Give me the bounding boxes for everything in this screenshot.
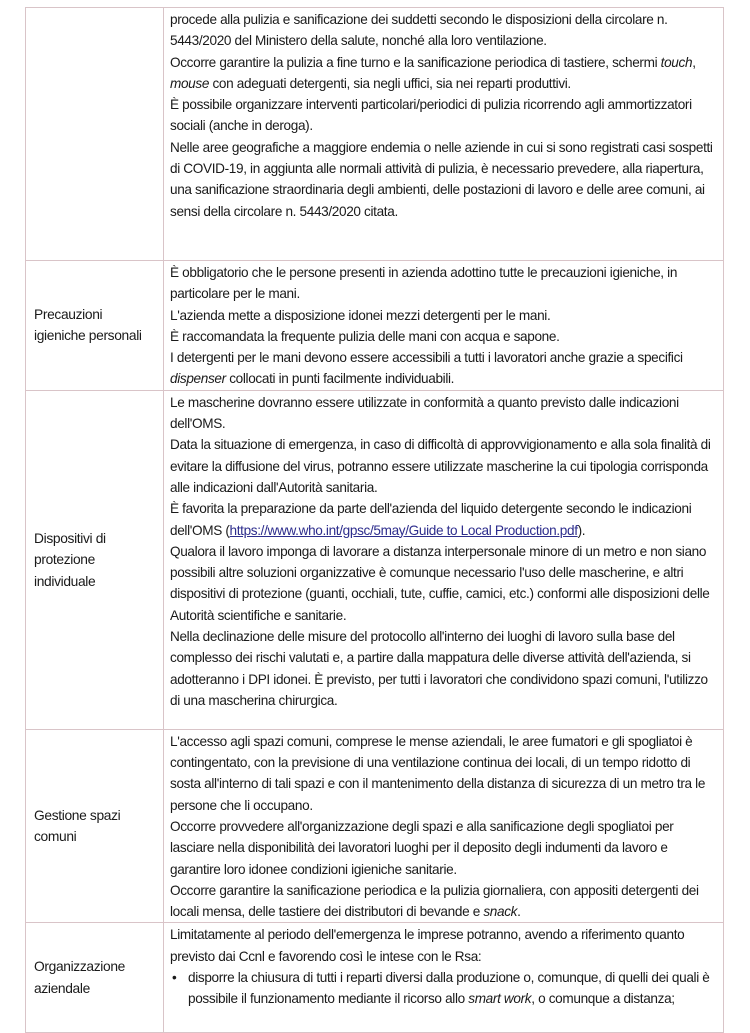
text-run: collocati in punti facilmente individuabili. (225, 371, 455, 387)
paragraph (170, 434, 717, 498)
paragraph (170, 541, 717, 626)
table-row-precauzioni-igieniche (26, 261, 724, 391)
text-run: L'accesso agli spazi comuni, comprese le mense aziendali, le aree fumatori e gli spogliatoi è contingentato, con la previsione di una ventilazione continua dei locali, di un tempo ridotto di sosta all'interno di tali spazi e con il mantenimento della distanza di sicurezza di un metro tra le persone che li occupano. (170, 733, 706, 813)
paragraph (170, 924, 717, 967)
row-label (26, 8, 164, 261)
row-content (164, 8, 724, 261)
text-run: Occorre provvedere all'organizzazione degli spazi e alla sanificazione degli spogliatoi per lasciare nella disponibilità dei lavoratori luoghi per il deposito degli indumenti da lavoro e garantire loro idonee condizioni igieniche sanitarie. (170, 818, 674, 877)
table-row-pulizia-continued (26, 8, 724, 261)
paragraph (170, 9, 717, 52)
text-run: L'azienda mette a disposizione idonei mezzi detergenti per le mani. (170, 307, 551, 323)
row-label: Organizzazione aziendale (26, 923, 164, 1033)
paragraph (170, 262, 717, 305)
italic-term: mouse (170, 75, 210, 91)
text-run: Nelle aree geografiche a maggiore endemia o nelle aziende in cui si sono registrati casi sospetti di COVID-19, in aggiunta alle normali attività di pulizia, è necessario prevedere, alla riapertura, una sanificazione straordinaria degli ambienti, delle postazioni di lavoro e delle aree comuni, ai sensi della circolare n. 5443/2020 citata. (170, 139, 713, 219)
row-content (164, 729, 724, 923)
paragraph (170, 305, 717, 326)
bullet-list (170, 967, 717, 1010)
row-label: Precauzioni igieniche personali (26, 261, 164, 391)
paragraph (170, 498, 717, 541)
text-run: È favorita la preparazione da parte dell'azienda del liquido detergente secondo le indicazioni dell'OMS ( (170, 501, 692, 538)
paragraph (170, 731, 717, 816)
text-run: , (692, 54, 696, 70)
paragraph (170, 347, 717, 390)
text-run: Occorre garantire la pulizia a fine turno e la sanificazione periodica di tastiere, schermi (170, 54, 661, 70)
text-run: È obbligatorio che le persone presenti in azienda adottino tutte le precauzioni igieniche, in particolare per le mani. (170, 265, 678, 302)
italic-term: snack (483, 904, 518, 920)
text-run: Le mascherine dovranno essere utilizzate in conformità a quanto previsto dalle indicazioni dell'OMS. (170, 394, 679, 432)
text-run: Occorre garantire la sanificazione periodica e la pulizia giornaliera, con appositi detergenti dei locali mensa, delle tastiere dei distributori di bevande e (170, 882, 699, 920)
italic-term: smart work (468, 991, 532, 1007)
italic-term: dispenser (170, 371, 226, 387)
protocol-table (25, 7, 724, 1033)
paragraph (170, 326, 717, 347)
text-run: Data la situazione di emergenza, in caso di difficoltà di approvvigionamento e alla sola finalità di evitare la diffusione del virus, potranno essere utilizzate mascherine la cui tipologia corrisponda alle indicazioni dall'Autorità sanitaria. (170, 437, 711, 495)
bullet-item (188, 967, 717, 1010)
paragraph (170, 880, 717, 923)
row-content (164, 261, 724, 391)
table-row-organizzazione-aziendale (26, 923, 724, 1033)
row-label: Dispositivi di protezione individuale (26, 390, 164, 729)
text-run: Qualora il lavoro imponga di lavorare a distanza interpersonale minore di un metro e non siano possibili altre soluzioni organizzative è comunque necessario l'uso delle mascherine, e altri dispositivi di protezione (guanti, occhiali, tute, cuffie, camici, etc.) conformi alle disposizioni delle Autorità scientifiche e sanitarie. (170, 543, 710, 623)
row-content (164, 390, 724, 729)
text-run: . (517, 904, 521, 920)
text-run: con adeguati detergenti, sia negli uffici, sia nei reparti produttivi. (209, 75, 571, 91)
paragraph (170, 94, 717, 137)
text-run: Nella declinazione delle misure del protocollo all'interno dei luoghi di lavoro sulla base del complesso dei rischi valutati e, a partire dalla mappatura delle diverse attività dell'azienda, si adotteranno i DPI idonei. È previsto, per tutti i lavoratori che condividono spazi comuni, l'utilizzo di una mascherina chirurgica. (170, 629, 708, 708)
text-run: , o comunque a distanza; (531, 991, 675, 1007)
who-guide-link[interactable]: https://www.who.int/gpsc/5may/Guide to Local Production.pdf (229, 522, 578, 538)
paragraph (170, 137, 717, 222)
text-run: È raccomandata la frequente pulizia delle mani con acqua e sapone. (170, 328, 560, 344)
paragraph (170, 392, 717, 435)
text-run: È possibile organizzare interventi particolari/periodici di pulizia ricorrendo agli ammortizzatori sociali (anche in deroga). (170, 97, 692, 134)
row-label: Gestione spazi comuni (26, 729, 164, 923)
text-run: Limitatamente al periodo dell'emergenza le imprese potranno, avendo a riferimento quanto previsto dai Ccnl e favorendo così le intese con le Rsa: (170, 927, 685, 964)
row-content (164, 923, 724, 1033)
italic-term: touch (660, 54, 693, 70)
table-row-dispositivi-protezione (26, 390, 724, 729)
paragraph (170, 52, 717, 95)
text-run: disporre la chiusura di tutti i reparti diversi dalla produzione o, comunque, di quelli dei quali è possibile il funzionamento mediante il ricorso allo (188, 970, 710, 1007)
paragraph (170, 626, 717, 711)
table-row-gestione-spazi-comuni (26, 729, 724, 923)
text-run: I detergenti per le mani devono essere accessibili a tutti i lavoratori anche grazie a specifici (170, 350, 683, 366)
text-run: procede alla pulizia e sanificazione dei suddetti secondo le disposizioni della circolare n. 5443/2020 del Ministero della salute, nonché alla loro ventilazione. (170, 12, 668, 49)
paragraph (170, 816, 717, 880)
text-run: ). (577, 522, 586, 538)
